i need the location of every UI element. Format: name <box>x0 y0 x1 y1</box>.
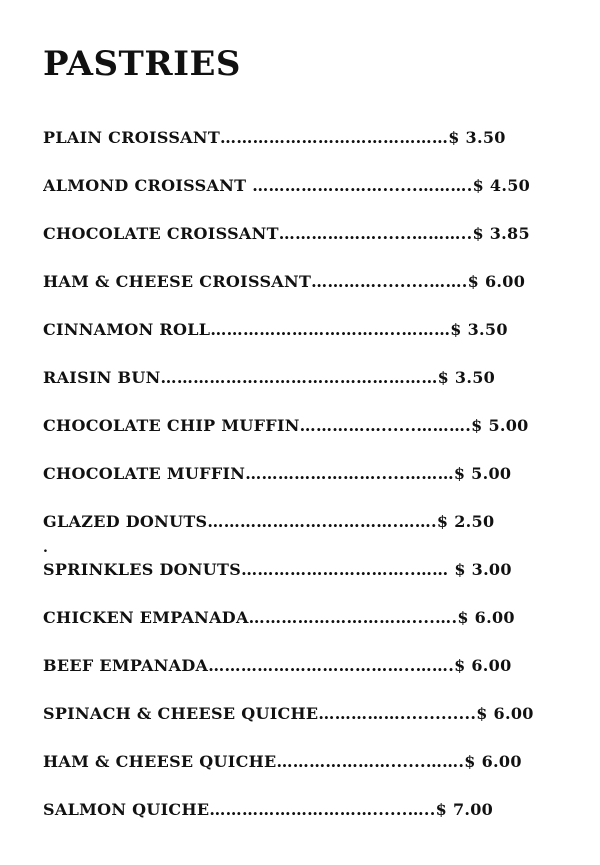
list-item <box>43 512 558 560</box>
list-item <box>43 800 558 848</box>
list-item <box>43 608 558 656</box>
menu-item-line: CHOCOLATE MUFFIN…………………….....………$ 5.00 <box>43 464 512 483</box>
menu-item-line: CHOCOLATE CHIP MUFFIN……………......……….$ 5.00 <box>43 416 529 435</box>
menu-item-line: PLAIN CROISSANT……………………………………$ 3.50 <box>43 128 506 147</box>
menu-list <box>43 128 558 848</box>
menu-item-line: CHICKEN EMPANADA…………………………....….$ 6.00 <box>43 608 515 627</box>
list-item <box>43 368 558 416</box>
menu-item-line: SPINACH & CHEESE QUICHE…………….............$ 6.00 <box>43 704 534 723</box>
list-item <box>43 128 558 176</box>
list-item <box>43 656 558 704</box>
list-item <box>43 416 558 464</box>
list-item <box>43 560 558 608</box>
menu-item-line: SALMON QUICHE…………………………......…..$ 7.00 <box>43 800 494 819</box>
menu-item-line: GLAZED DONUTS………………….………….…….$ 2.50 <box>43 512 495 531</box>
list-item <box>43 224 558 272</box>
menu-item-line: CINNAMON ROLL……………………………..………$ 3.50 <box>43 320 508 339</box>
list-item <box>43 464 558 512</box>
stray-dot: . <box>43 540 48 556</box>
list-item <box>43 320 558 368</box>
menu-item-line: BEEF EMPANADA………………………………..…….$ 6.00 <box>43 656 512 675</box>
menu-item-line: RAISIN BUN……………………………………………$ 3.50 <box>43 368 496 387</box>
list-item <box>43 704 558 752</box>
menu-item-line: ALMOND CROISSANT ……………………......……….$ 4.50 <box>43 176 531 195</box>
menu-item-line: HAM & CHEESE CROISSANT………….........…….$ 6.00 <box>43 272 526 291</box>
list-item <box>43 752 558 800</box>
menu-item-line: HAM & CHEESE QUICHE…………………......…….$ 6.00 <box>43 752 522 771</box>
list-item <box>43 176 558 224</box>
menu-item-line: CHOCOLATE CROISSANT………………......………..$ 3.85 <box>43 224 530 243</box>
list-item <box>43 272 558 320</box>
menu-item-line: SPRINKLES DONUTS…………………………..…… $ 3.00 <box>43 560 512 579</box>
page-title: PASTRIES <box>43 44 241 84</box>
